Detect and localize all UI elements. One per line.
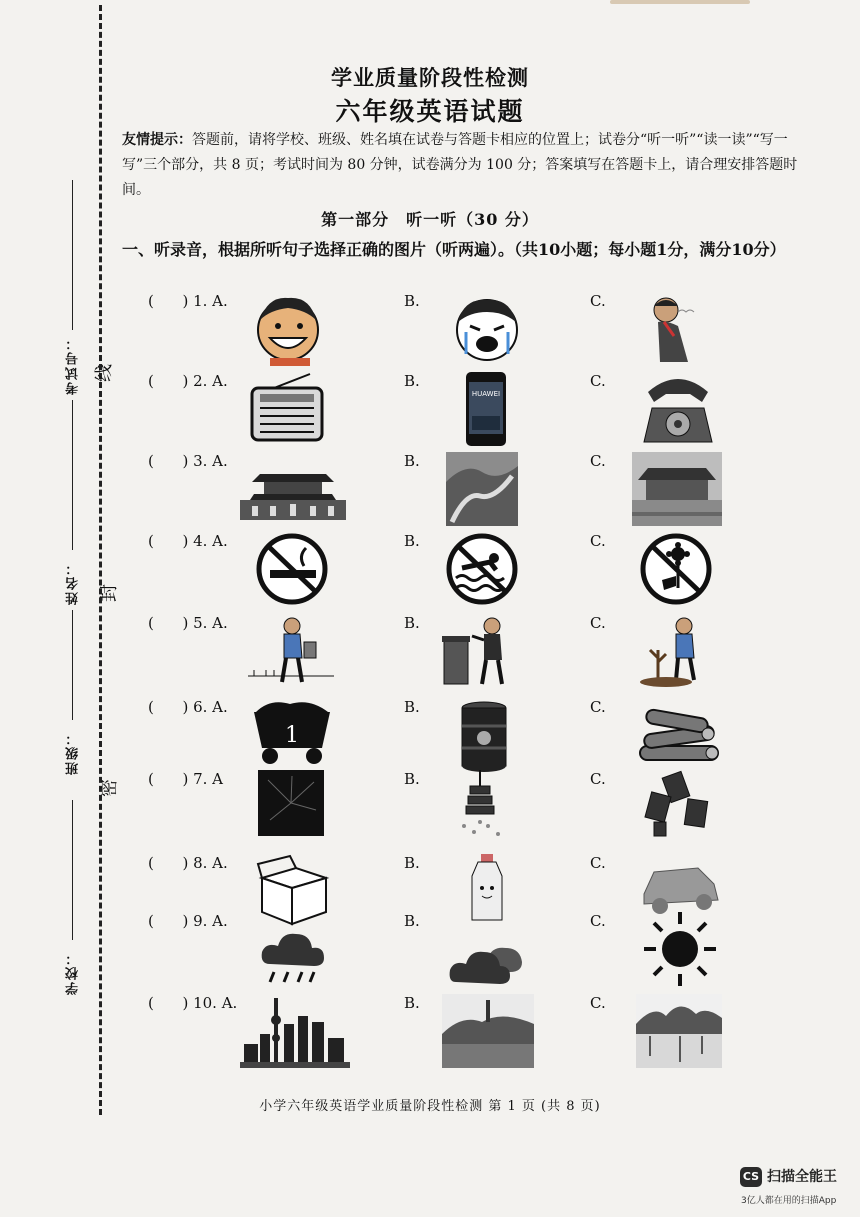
question-row <box>148 770 848 848</box>
page-footer: 小学六年级英语学业质量阶段性检测 第 1 页 (共 8 页) <box>259 1099 601 1114</box>
mobile-phone-icon <box>454 372 540 446</box>
city-skyline-icon <box>240 994 350 1068</box>
boy-planting-tree-icon <box>636 614 722 688</box>
option-b-label: B. <box>404 994 420 1012</box>
option-c-label: C. <box>590 854 606 872</box>
exam-no-line <box>72 180 73 330</box>
question-row <box>148 994 848 1072</box>
no-smoking-icon <box>254 532 340 606</box>
question-row <box>148 614 848 692</box>
option-b-label: B. <box>404 614 420 632</box>
friendly-notice <box>122 128 802 203</box>
option-c-label: C. <box>590 452 606 470</box>
question-number: ( ) 7. A <box>148 770 223 788</box>
sick-boy-icon <box>638 292 724 366</box>
seal-text-bottom: 密 <box>99 779 120 797</box>
option-c-label: C. <box>590 372 606 390</box>
exam-title: 学业质量阶段性检测 <box>331 65 529 90</box>
palace-museum-icon <box>632 452 722 526</box>
school-label: 学校： <box>66 950 81 995</box>
no-picking-flowers-icon <box>638 532 724 606</box>
question-row <box>148 912 848 990</box>
notice-text: 答题前，请将学校、班级、姓名填在试卷与答题卡相应的位置上；试卷分“听一听”“读一读”“写一写”三个部分，共 8 页；考试时间为 80 分钟，试卷满分为 100 分；答案填写在答题卡上，请合理安排答题时间。 <box>122 132 798 198</box>
option-c-label: C. <box>590 912 606 930</box>
scan-edge <box>610 0 750 4</box>
no-swimming-icon <box>444 532 530 606</box>
option-b-label: B. <box>404 532 420 550</box>
option-b-label: B. <box>404 698 420 716</box>
rain-icon <box>258 924 328 998</box>
oil-barrel-icon <box>444 698 530 772</box>
name-label: 姓名： <box>66 560 81 605</box>
lake-mountain-icon <box>636 994 722 1068</box>
laughing-face-icon <box>248 292 334 366</box>
question-number: ( ) 4. A. <box>148 532 228 550</box>
wood-logs-icon <box>636 698 722 772</box>
part-one-title: 第一部分 听一听（30 分） <box>321 210 539 229</box>
lake-pagoda-icon <box>442 994 534 1068</box>
option-b-label: B. <box>404 452 420 470</box>
option-c-label: C. <box>590 994 606 1012</box>
great-wall-icon <box>446 452 518 526</box>
option-b-label: B. <box>404 854 420 872</box>
option-b-label: B. <box>404 770 420 788</box>
seal-text-top: 线 <box>94 364 115 382</box>
question-number: ( ) 2. A. <box>148 372 228 390</box>
red-packets-icon <box>642 770 728 844</box>
option-c-label: C. <box>590 770 606 788</box>
camscanner-tagline: 3亿人都在用的扫描App <box>741 1196 837 1206</box>
section-one-title: 一、听录音，根据所听句子选择正确的图片（听两遍）。（共10小题；每小题1分，满分10分） <box>122 240 786 259</box>
camscanner-name: 扫描全能王 <box>767 1169 837 1185</box>
question-row <box>148 532 848 610</box>
camscanner-logo: CS <box>740 1167 762 1187</box>
class-line <box>72 800 73 940</box>
question-number: ( ) 3. A. <box>148 452 228 470</box>
question-number: ( ) 1. A. <box>148 292 228 310</box>
telephone-icon <box>638 372 724 446</box>
boy-recycling-icon <box>440 614 526 688</box>
option-b-label: B. <box>404 372 420 390</box>
crying-face-icon <box>444 292 530 366</box>
cloudy-icon <box>448 928 528 1002</box>
tiananmen-icon <box>240 452 346 526</box>
firecrackers-icon <box>454 770 510 844</box>
question-row <box>148 698 848 776</box>
question-row <box>148 372 848 450</box>
sunny-icon <box>640 912 726 986</box>
seal-text-mid: 封 <box>99 584 120 602</box>
huawei-text: HUAWEI <box>471 390 501 398</box>
fireworks-icon <box>258 770 324 836</box>
option-b-label: B. <box>404 912 420 930</box>
coal-cart-icon <box>250 698 336 772</box>
option-b-label: B. <box>404 292 420 310</box>
name-line-top <box>72 400 73 550</box>
name-line <box>72 610 73 720</box>
option-c-label: C. <box>590 614 606 632</box>
question-number: ( ) 8. A. <box>148 854 228 872</box>
option-c-label: C. <box>590 292 606 310</box>
question-number: ( ) 5. A. <box>148 614 228 632</box>
question-number: ( ) 6. A. <box>148 698 228 716</box>
question-number: ( ) 9. A. <box>148 912 228 930</box>
question-row <box>148 292 848 370</box>
option-c-label: C. <box>590 698 606 716</box>
binding-margin <box>44 180 124 1040</box>
exam-subtitle: 六年级英语试题 <box>335 97 525 126</box>
notice-label: 友情提示： <box>122 132 192 148</box>
radio-icon <box>248 372 334 446</box>
boy-watering-icon <box>248 614 334 688</box>
question-number: ( ) 10. A. <box>148 994 238 1012</box>
cart-number: 1 <box>285 723 299 748</box>
exam-no-label: 考试号： <box>66 335 81 395</box>
class-label: 班级： <box>66 730 81 775</box>
question-row <box>148 452 848 530</box>
option-c-label: C. <box>590 532 606 550</box>
